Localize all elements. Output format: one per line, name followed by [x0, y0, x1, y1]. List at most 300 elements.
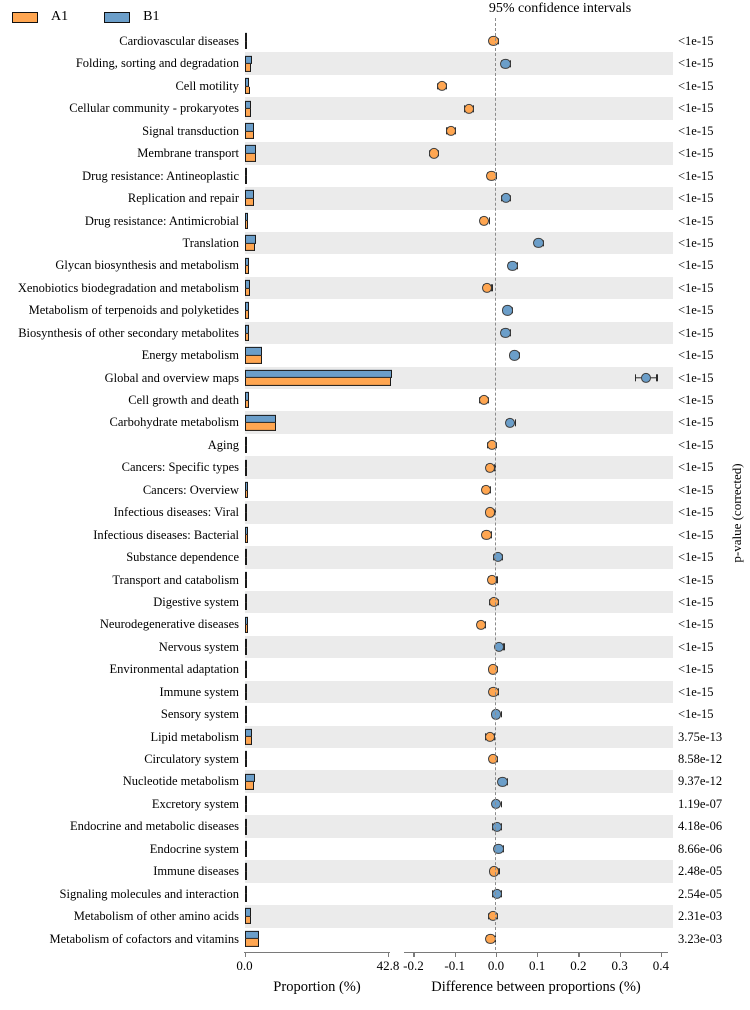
difference-tick-mark: [661, 952, 662, 957]
difference-cell: [404, 905, 672, 927]
difference-cell: [404, 636, 672, 658]
category-label: Metabolism of cofactors and vitamins: [49, 931, 239, 946]
a1-proportion-bar: [245, 356, 262, 364]
difference-cell: [404, 456, 672, 478]
a1-proportion-bar: [245, 939, 259, 947]
difference-cell: [404, 30, 672, 52]
pvalue-label: <1e-15: [678, 348, 714, 363]
difference-cell: [404, 501, 672, 523]
pvalue-label: <1e-15: [678, 594, 714, 609]
category-label: Circulatory system: [144, 752, 239, 766]
difference-dot: [505, 418, 515, 428]
difference-dot: [533, 238, 543, 248]
difference-cell: [404, 344, 672, 366]
difference-cell: [404, 52, 672, 74]
difference-cell: [404, 411, 672, 433]
category-label: Infectious diseases: Bacterial: [93, 527, 239, 542]
a1-proportion-bar: [245, 42, 247, 50]
proportion-bars: [245, 706, 390, 722]
pathway-row: [0, 30, 750, 52]
proportion-bars: [245, 661, 390, 677]
b1-proportion-bar: [245, 190, 254, 199]
pvalue-label: 8.58e-12: [678, 752, 723, 766]
difference-cell: [404, 681, 672, 703]
difference-cell: [404, 232, 672, 254]
difference-tick-label: 0.3: [611, 958, 628, 973]
category-label: Glycan biosynthesis and metabolism: [55, 258, 239, 273]
category-label: Metabolism of other amino acids: [73, 909, 239, 924]
legend-label-a1: A1: [51, 9, 69, 24]
pvalue-label: <1e-15: [678, 550, 714, 565]
category-label: Nervous system: [158, 639, 239, 654]
category-label: Endocrine and metabolic diseases: [69, 819, 239, 834]
difference-cell: [404, 591, 672, 613]
pvalue-label: 4.18e-06: [678, 819, 723, 834]
a1-proportion-bar: [245, 648, 247, 656]
category-label: Cell motility: [175, 78, 239, 93]
difference-cell: [404, 860, 672, 882]
proportion-bars: [245, 56, 390, 72]
proportion-bars: [245, 886, 390, 902]
difference-dot: [500, 59, 510, 69]
category-label: Replication and repair: [127, 191, 239, 206]
difference-cell: [404, 546, 672, 568]
proportion-bars: [245, 258, 390, 274]
pathway-row: [0, 75, 750, 97]
category-label: Neurodegenerative diseases: [99, 617, 239, 632]
category-label: Folding, sorting and degradation: [75, 56, 239, 71]
pathway-row: [0, 524, 750, 546]
category-label: Cancers: Overview: [142, 482, 239, 497]
pvalue-label: <1e-15: [678, 325, 714, 340]
pvalue-label: <1e-15: [678, 482, 714, 497]
a1-proportion-bar: [245, 289, 250, 297]
pathway-row: [0, 322, 750, 344]
pathway-row: [0, 613, 750, 635]
difference-dot: [481, 530, 491, 540]
pvalue-label: <1e-15: [678, 617, 714, 632]
pvalue-label: <1e-15: [678, 415, 714, 430]
b1-proportion-bar: [245, 796, 247, 805]
difference-tick-mark: [620, 952, 621, 957]
difference-dot: [479, 216, 489, 226]
pathway-row: [0, 658, 750, 680]
pvalue-label: <1e-15: [678, 258, 714, 273]
difference-cell: [404, 748, 672, 770]
difference-dot: [491, 709, 501, 719]
pvalue-label: <1e-15: [678, 168, 714, 183]
difference-cell: [404, 434, 672, 456]
proportion-axis-line: [244, 952, 390, 953]
pathway-row: [0, 636, 750, 658]
pathway-row: [0, 434, 750, 456]
proportion-bars: [245, 33, 390, 49]
b1-proportion-bar: [245, 280, 250, 289]
proportion-bars: [245, 818, 390, 834]
proportion-bars: [245, 347, 390, 363]
pathway-row: [0, 97, 750, 119]
b1-proportion-bar: [245, 863, 247, 872]
a1-proportion-bar: [245, 244, 255, 252]
a1-proportion-bar: [245, 715, 247, 723]
b1-proportion-bar: [245, 392, 249, 401]
a1-proportion-bar: [245, 378, 391, 386]
proportion-bars: [245, 325, 390, 341]
a1-proportion-bar: [245, 625, 248, 633]
category-label: Cancers: Specific types: [121, 460, 239, 475]
category-label: Drug resistance: Antimicrobial: [84, 213, 239, 228]
difference-dot: [492, 889, 502, 899]
pvalue-label: <1e-15: [678, 662, 714, 677]
b1-proportion-bar: [245, 145, 256, 154]
pvalue-label: 3.75e-13: [678, 729, 723, 744]
b1-proportion-bar: [245, 302, 249, 311]
proportion-bars: [245, 100, 390, 116]
proportion-bars: [245, 908, 390, 924]
proportion-bars: [245, 729, 390, 745]
b1-proportion-bar: [245, 168, 247, 177]
difference-dot: [485, 507, 495, 517]
category-label: Signaling molecules and interaction: [59, 886, 239, 901]
a1-proportion-bar: [245, 692, 247, 700]
category-label: Global and overview maps: [104, 370, 239, 385]
proportion-tick-mark: [245, 952, 246, 957]
a1-proportion-bar: [245, 311, 249, 319]
pathway-row: [0, 232, 750, 254]
a1-proportion-bar: [245, 199, 254, 207]
difference-dot: [641, 373, 651, 383]
b1-proportion-bar: [245, 751, 247, 760]
pvalue-label: 2.31e-03: [678, 909, 723, 924]
difference-cell: [404, 524, 672, 546]
b1-proportion-bar: [245, 504, 247, 513]
difference-tick-mark: [496, 952, 497, 957]
a1-proportion-bar: [245, 131, 254, 139]
difference-dot: [476, 620, 486, 630]
difference-cell: [404, 367, 672, 389]
difference-dot: [488, 687, 498, 697]
b1-proportion-bar: [245, 459, 247, 468]
pathway-row: [0, 367, 750, 389]
difference-dot: [489, 597, 499, 607]
difference-tick-label: 0.4: [652, 958, 669, 973]
pvalue-label: <1e-15: [678, 527, 714, 542]
pathway-row: [0, 591, 750, 613]
a1-proportion-bar: [245, 401, 249, 409]
pathway-row: [0, 905, 750, 927]
difference-tick-mark: [578, 952, 579, 957]
pvalue-label: <1e-15: [678, 191, 714, 206]
pathway-row: [0, 703, 750, 725]
difference-dot: [485, 462, 495, 472]
difference-dot: [488, 36, 498, 46]
pathway-row: [0, 187, 750, 209]
proportion-bars: [245, 684, 390, 700]
pvalue-label: <1e-15: [678, 34, 714, 48]
a1-proportion-bar: [245, 603, 247, 611]
category-label: Immune system: [159, 684, 239, 699]
difference-cell: [404, 142, 672, 164]
category-label: Environmental adaptation: [109, 662, 239, 677]
b1-proportion-bar: [245, 617, 248, 626]
a1-proportion-bar: [245, 782, 254, 790]
proportion-bars: [245, 235, 390, 251]
difference-cell: [404, 703, 672, 725]
a1-proportion-bar: [245, 580, 247, 588]
proportion-bars: [245, 459, 390, 475]
difference-cell: [404, 120, 672, 142]
pathway-row: [0, 210, 750, 232]
pathway-row: [0, 770, 750, 792]
difference-dot: [464, 103, 474, 113]
pvalue-label: <1e-15: [678, 280, 714, 295]
pathway-row: [0, 726, 750, 748]
b1-proportion-bar: [245, 549, 247, 558]
difference-cell: [404, 815, 672, 837]
category-label: Endocrine system: [149, 841, 239, 856]
a1-proportion-bar: [245, 176, 247, 184]
difference-cell: [404, 613, 672, 635]
difference-cell: [404, 254, 672, 276]
proportion-bars: [245, 617, 390, 633]
a1-proportion-bar: [245, 558, 247, 566]
difference-dot: [479, 395, 489, 405]
pathway-row: [0, 838, 750, 860]
proportion-bars: [245, 415, 390, 431]
proportion-bars: [245, 190, 390, 206]
difference-dot: [492, 821, 502, 831]
b1-proportion-bar: [245, 437, 247, 446]
a1-proportion-bar: [245, 333, 249, 341]
a1-proportion-bar: [245, 872, 247, 880]
b1-proportion-bar: [245, 415, 276, 424]
b1-proportion-bar: [245, 886, 247, 895]
category-label: Cell growth and death: [128, 393, 239, 407]
pvalue-label: <1e-15: [678, 572, 714, 587]
b1-proportion-bar: [245, 370, 392, 379]
pvalue-axis-title: p-value (corrected): [729, 463, 744, 563]
pathway-row: [0, 52, 750, 74]
difference-dot: [481, 485, 491, 495]
a1-proportion-bar: [245, 446, 247, 454]
a1-proportion-bar: [245, 805, 247, 813]
pathway-row: [0, 277, 750, 299]
difference-dot: [500, 328, 510, 338]
pathway-rows-container: [0, 30, 750, 950]
pathway-row: [0, 344, 750, 366]
pvalue-label: 1.19e-07: [678, 796, 723, 811]
pathway-row: [0, 928, 750, 950]
a1-proportion-bar: [245, 266, 249, 274]
b1-proportion-bar: [245, 661, 247, 670]
difference-dot: [488, 911, 498, 921]
a1-proportion-bar: [245, 849, 247, 857]
pvalue-label: <1e-15: [678, 235, 714, 250]
category-label: Sensory system: [160, 707, 239, 722]
proportion-bars: [245, 78, 390, 94]
difference-dot: [488, 754, 498, 764]
a1-proportion-bar: [245, 490, 248, 498]
difference-cell: [404, 210, 672, 232]
pvalue-label: <1e-15: [678, 505, 714, 520]
b1-proportion-bar: [245, 56, 252, 65]
pathway-row: [0, 883, 750, 905]
proportion-bars: [245, 639, 390, 655]
difference-cell: [404, 187, 672, 209]
pathway-row: [0, 165, 750, 187]
a1-proportion-bar: [245, 827, 247, 835]
pvalue-label: <1e-15: [678, 56, 714, 71]
pvalue-label: 2.48e-05: [678, 864, 723, 879]
proportion-bars: [245, 841, 390, 857]
confidence-interval-panel-title: 95% confidence intervals: [488, 1, 632, 16]
category-label: Xenobiotics biodegradation and metabolism: [17, 280, 239, 295]
difference-cell: [404, 97, 672, 119]
pathway-row: [0, 479, 750, 501]
proportion-bars: [245, 527, 390, 543]
pvalue-label: <1e-15: [678, 437, 714, 452]
difference-cell: [404, 389, 672, 411]
b1-proportion-bar: [245, 774, 255, 783]
proportion-bars: [245, 302, 390, 318]
pvalue-label: <1e-15: [678, 393, 714, 407]
proportion-bars: [245, 280, 390, 296]
proportion-tick-label: 0.0: [236, 958, 253, 973]
difference-dot: [502, 305, 512, 315]
difference-cell: [404, 165, 672, 187]
b1-proportion-bar: [245, 639, 247, 648]
difference-cell: [404, 726, 672, 748]
difference-cell: [404, 928, 672, 950]
b1-proportion-bar: [245, 78, 249, 87]
difference-dot: [507, 261, 517, 271]
category-label: Biosynthesis of other secondary metabolites: [18, 325, 239, 340]
category-label: Lipid metabolism: [150, 729, 239, 744]
proportion-bars: [245, 863, 390, 879]
difference-tick-label: 0.2: [570, 958, 587, 973]
b1-proportion-bar: [245, 729, 252, 738]
pathway-row: [0, 860, 750, 882]
difference-tick-mark: [455, 952, 456, 957]
proportion-bars: [245, 796, 390, 812]
difference-dot: [497, 777, 507, 787]
proportion-bars: [245, 123, 390, 139]
b1-proportion-bar: [245, 572, 247, 581]
category-label: Cardiovascular diseases: [119, 34, 239, 48]
category-label: Cellular community - prokaryotes: [69, 101, 239, 116]
proportion-axis-title: Proportion (%): [273, 979, 361, 995]
pathway-row: [0, 793, 750, 815]
difference-cell: [404, 569, 672, 591]
difference-cell: [404, 793, 672, 815]
difference-tick-mark: [537, 952, 538, 957]
difference-cell: [404, 299, 672, 321]
proportion-bars: [245, 774, 390, 790]
b1-proportion-bar: [245, 213, 248, 222]
proportion-bars: [245, 549, 390, 565]
difference-dot: [485, 732, 495, 742]
pvalue-label: <1e-15: [678, 639, 714, 654]
proportion-bars: [245, 370, 390, 386]
a1-proportion-bar: [245, 87, 250, 95]
difference-tick-label: 0.0: [487, 958, 505, 973]
a1-proportion-bar: [245, 468, 247, 476]
difference-dot: [491, 799, 501, 809]
category-label: Energy metabolism: [141, 348, 239, 363]
b1-proportion-bar: [245, 527, 248, 536]
category-label: Membrane transport: [137, 146, 239, 161]
b1-proportion-bar: [245, 347, 262, 356]
category-label: Signal transduction: [142, 123, 239, 138]
a1-proportion-bar: [245, 535, 248, 543]
pvalue-label: <1e-15: [678, 123, 714, 138]
category-label: Translation: [182, 235, 239, 250]
pathway-row: [0, 501, 750, 523]
difference-dot: [482, 283, 492, 293]
proportion-bars: [245, 504, 390, 520]
pathway-row: [0, 681, 750, 703]
proportion-bars: [245, 168, 390, 184]
difference-cell: [404, 277, 672, 299]
proportion-bars: [245, 392, 390, 408]
b1-proportion-bar: [245, 123, 254, 132]
difference-cell: [404, 658, 672, 680]
pathway-row: [0, 411, 750, 433]
category-label: Immune diseases: [153, 864, 239, 879]
a1-proportion-bar: [245, 670, 247, 678]
legend-swatch-a1: [12, 12, 38, 23]
legend: [12, 9, 159, 25]
pvalue-label: 3.23e-03: [678, 931, 723, 946]
difference-cell: [404, 75, 672, 97]
pathway-row: [0, 142, 750, 164]
pathway-row: [0, 546, 750, 568]
difference-dot: [429, 148, 439, 158]
a1-proportion-bar: [245, 64, 251, 72]
proportion-bars: [245, 482, 390, 498]
a1-proportion-bar: [245, 513, 247, 521]
proportion-tick-label: 42.8: [376, 958, 400, 973]
proportion-bars: [245, 931, 390, 947]
pvalue-label: 2.54e-05: [678, 886, 723, 901]
pathway-row: [0, 748, 750, 770]
category-label: Substance dependence: [126, 550, 239, 565]
pathway-row: [0, 120, 750, 142]
pathway-row: [0, 815, 750, 837]
b1-proportion-bar: [245, 706, 247, 715]
legend-item-b1: [104, 9, 159, 25]
pathway-row: [0, 389, 750, 411]
legend-swatch-b1: [104, 12, 130, 23]
difference-cell: [404, 770, 672, 792]
b1-proportion-bar: [245, 841, 247, 850]
difference-cell: [404, 322, 672, 344]
b1-proportion-bar: [245, 100, 251, 109]
a1-proportion-bar: [245, 109, 251, 117]
difference-cell: [404, 838, 672, 860]
a1-proportion-bar: [245, 760, 247, 768]
category-label: Drug resistance: Antineoplastic: [82, 168, 239, 183]
difference-axis-line: [404, 952, 668, 953]
difference-tick-mark: [413, 952, 414, 957]
a1-proportion-bar: [245, 894, 247, 902]
difference-tick-label: -0.2: [403, 958, 424, 973]
a1-proportion-bar: [245, 737, 252, 745]
difference-dot: [446, 126, 456, 136]
proportion-bars: [245, 213, 390, 229]
pvalue-label: <1e-15: [678, 707, 714, 722]
difference-dot: [437, 81, 447, 91]
